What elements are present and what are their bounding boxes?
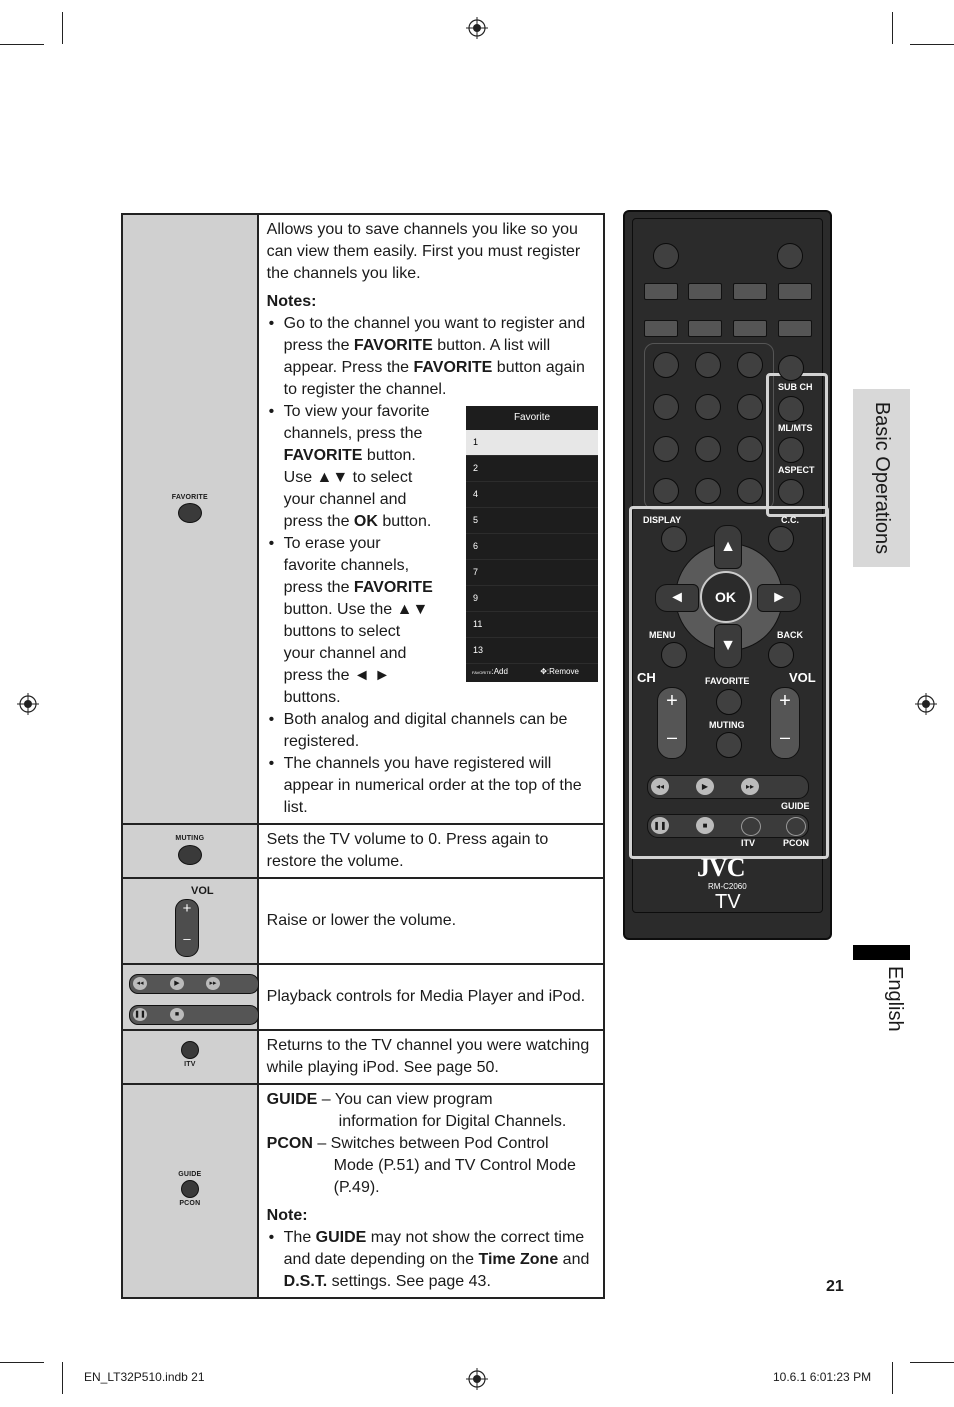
tv-label: TV [715,891,741,913]
guide-label: GUIDE [781,801,810,811]
fast-forward-icon: ▸▸ [206,977,220,990]
description-cell [258,964,604,1030]
muting-button-illustration [123,835,257,865]
jvc-logo: JVC [697,853,745,882]
display-button-icon [661,526,687,552]
arrow-left-icon: ◄ [655,584,699,612]
table-row-itv [122,1030,604,1084]
itv-label: ITV [741,838,756,848]
function-table [121,213,605,1299]
number-key-icon [695,352,721,378]
crop-mark [62,12,63,44]
remote-key-icon [778,283,812,300]
itv-label: ITV [184,1061,196,1068]
pcon-definition-cont: Mode (P.51) and TV Control Mode [333,1157,576,1174]
muting-button-icon [178,845,202,865]
pcon-definition: PCON – Switches between Pod Control [266,1135,549,1152]
arrow-down-icon: ▼ [714,624,742,668]
pcon-definition-cont: (P.49). [333,1179,380,1196]
favorite-list-item: 1 [466,430,598,456]
number-key-icon [695,478,721,504]
remote-key-icon [733,320,767,337]
registration-mark-icon [466,1368,488,1390]
crop-mark [0,44,44,45]
favorite-list [466,430,598,664]
favorite-list-item: 5 [466,508,598,534]
number-key-icon [737,394,763,420]
favorite-label: FAVORITE [171,494,208,501]
sub-ch-button-icon [778,396,804,422]
itv-description: Returns to the TV channel you were watching while playing iPod. See page 50. [266,1037,590,1076]
language-tab: English [884,966,906,1032]
footer-file: EN_LT32P510.indb 21 [84,1370,205,1384]
remote-key-icon [688,283,722,300]
fast-forward-icon: ▸▸ [741,778,759,795]
number-key-icon [653,352,679,378]
table-row-playback [122,964,604,1030]
list-item: • Both analog and digital channels can be registered. [267,709,595,753]
playback-bar [647,775,809,799]
favorite-list-item: 2 [466,456,598,482]
description-cell [258,1030,604,1084]
favorite-button-icon [178,503,202,523]
remote-control-illustration [623,210,832,940]
favorite-list-item: 9 [466,586,598,612]
number-key-icon [653,436,679,462]
back-label: BACK [777,630,803,640]
registration-mark-icon [915,693,937,715]
aspect-button-icon [778,479,804,505]
remote-key-icon [778,320,812,337]
play-icon: ▶ [170,977,184,990]
input-button-icon [777,243,803,269]
back-button-icon [768,642,794,668]
table-row-muting [122,824,604,878]
cc-button-icon [768,526,794,552]
favorite-button-illustration [123,494,257,523]
cc-label: C.C. [781,515,799,525]
icon-cell [122,214,258,824]
remote-key-icon [733,283,767,300]
muting-description: Sets the TV volume to 0. Press again to restore the volume. [266,831,549,870]
list-item: • The channels you have registered will appear in numerical order at the top of the list. [267,753,595,819]
number-key-icon [737,478,763,504]
guide-pcon-button-illustration [123,1171,257,1207]
list-item: • Go to the channel you want to register and press the FAVORITE button. A list will appear. Press the FAVORITE button again to register the channel. [267,313,595,401]
move-arrows-icon: ✥ [540,667,547,676]
guide-definition-cont: information for Digital Channels. [338,1113,567,1130]
note-list [267,1227,595,1293]
guide-pcon-button-icon [786,817,806,836]
notes-heading: Notes: [266,293,317,310]
volume-description: Raise or lower the volume. [266,912,457,929]
rewind-icon: ◂◂ [133,977,147,990]
description-cell [258,824,604,878]
favorite-intro: Allows you to save channels you like so you can view them easily. First you must register the channels you like. [266,221,581,282]
display-label: DISPLAY [643,515,682,525]
crop-mark [892,12,893,44]
channel-rocker-icon: + – [657,687,687,759]
rewind-icon: ◂◂ [651,778,669,795]
crop-mark [0,1362,44,1363]
crop-mark [910,44,954,45]
volume-rocker-icon: + – [175,899,199,957]
itv-button-icon [181,1041,199,1059]
favorite-list-item: 11 [466,612,598,638]
note-heading: Note: [266,1207,308,1224]
stop-icon: ■ [170,1008,184,1021]
guide-definition: GUIDE – You can view program [266,1091,493,1108]
favorite-list-item: 13 [466,638,598,664]
number-key-icon [737,436,763,462]
pause-icon: ❚❚ [651,817,669,834]
playback-bar-top [129,974,259,994]
remote-key-icon [688,320,722,337]
number-key-icon [653,394,679,420]
muting-button-icon [716,732,742,758]
volume-rocker-icon: + – [770,687,800,759]
model-number: RM-C2060 [708,882,747,891]
playback-description: Playback controls for Media Player and iPod. [266,988,586,1005]
remote-key-icon [644,283,678,300]
muting-label: MUTING [709,720,745,730]
description-cell [258,878,604,964]
stop-icon: ■ [696,817,714,834]
footer-timestamp: 10.6.1 6:01:23 PM [773,1370,872,1384]
ml-mts-label: ML/MTS [778,423,813,433]
favorite-button-icon [716,689,742,715]
table-row-volume [122,878,604,964]
crop-mark [910,1362,954,1363]
pcon-label: PCON [783,838,810,848]
list-item: • To view your favorite channels, press the FAVORITE button. Use ▲▼ to select your channel and press the OK button. [267,401,434,533]
arrow-right-icon: ► [757,584,801,612]
favorite-list-item: 7 [466,560,598,586]
ch-label: CH [637,670,656,685]
remote-key-icon [778,355,804,381]
list-item: • To erase your favorite channels, press the FAVORITE button. Use the ▲▼ buttons to select your channel and press the ◄ ► buttons. [267,533,434,709]
menu-button-icon [661,642,687,668]
crop-mark [62,1362,63,1394]
play-icon: ▶ [696,778,714,795]
ml-mts-button-icon [778,437,804,463]
guide-pcon-button-icon [181,1180,199,1198]
vol-label: VOL [789,670,816,685]
number-key-icon [695,394,721,420]
icon-cell [122,1084,258,1298]
page-number: 21 [826,1278,844,1295]
muting-label: MUTING [175,835,205,842]
icon-cell [122,878,258,964]
aspect-label: ASPECT [778,465,815,475]
number-key-icon [737,352,763,378]
crop-mark [892,1362,893,1394]
favorite-list-item: 4 [466,482,598,508]
section-tab: Basic Operations [853,389,910,567]
pause-icon: ❚❚ [133,1008,147,1021]
pcon-label: PCON [179,1200,201,1207]
ok-label: OK [715,589,736,605]
arrow-up-icon: ▲ [714,525,742,569]
registration-mark-icon [17,693,39,715]
registration-mark-icon [466,17,488,39]
playback-bar [647,814,809,838]
favorite-list-item: 6 [466,534,598,560]
vol-label: VOL [191,885,214,897]
list-item: • The GUIDE may not show the correct time and date depending on the Time Zone and D.S.T. settings. See page 43. [267,1227,595,1293]
sub-ch-label: SUB CH [778,382,813,392]
table-row-guide-pcon [122,1084,604,1298]
favorite-list-screen [466,406,598,682]
icon-cell [122,1030,258,1084]
favorite-list-footer: FAVORITE:Add ✥:Remove [472,667,579,676]
description-cell [258,1084,604,1298]
menu-label: MENU [649,630,676,640]
favorite-list-title: Favorite [466,406,598,430]
language-tab-bar [853,945,910,960]
icon-cell [122,964,258,1030]
power-button-icon [653,243,679,269]
itv-button-icon [741,817,761,836]
number-key-icon [653,478,679,504]
favorite-label: FAVORITE [705,676,750,686]
icon-cell [122,824,258,878]
itv-button-illustration [123,1041,257,1068]
guide-label: GUIDE [178,1171,202,1178]
remote-key-icon [644,320,678,337]
number-key-icon [695,436,721,462]
playback-bar-bottom [129,1005,259,1025]
